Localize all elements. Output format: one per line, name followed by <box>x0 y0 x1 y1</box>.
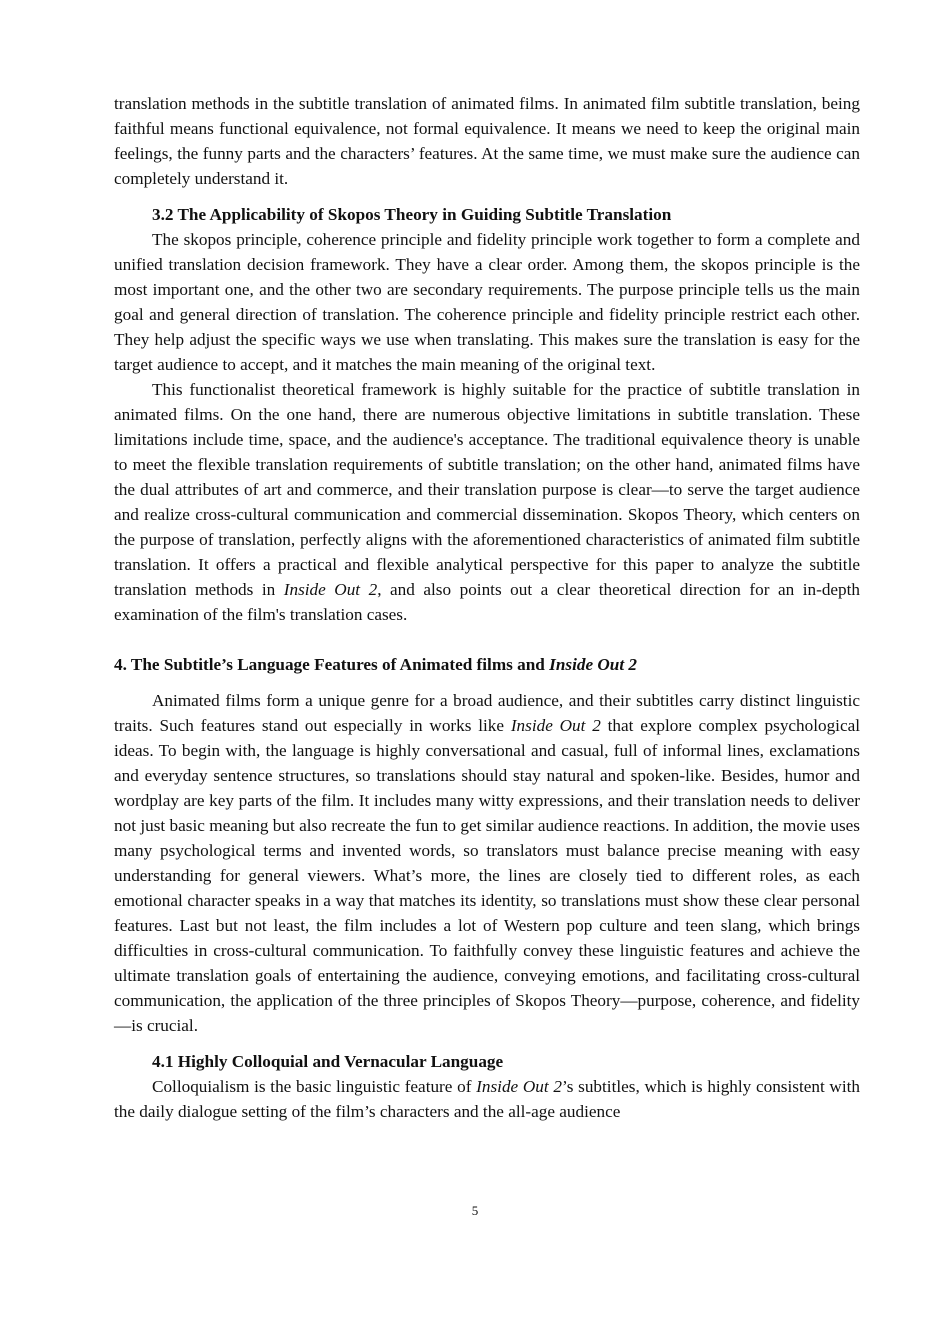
text-run: ’s subtitles, which is highly consistent with the daily dialogue setting of the film’s characters and the all-age audience <box>114 1077 860 1121</box>
paragraph-colloquialism <box>114 1074 860 1124</box>
paragraph-skopos-principles: The skopos principle, coherence principle and fidelity principle work together to form a complete and unified translation decision framework. They have a clear order. Among them, the skopos principle is the most important one, and the other two are secondary requirements. The purpose principle tells us the main goal and general direction of translation. The coherence principle and fidelity principle restrict each other. They help adjust the specific ways we use when translating. This makes sure the translation is easy for the target audience to accept, and it matches the main meaning of the original text. <box>114 230 860 374</box>
film-title: Inside Out 2 <box>476 1077 562 1096</box>
paragraph-continued: translation methods in the subtitle translation of animated films. In animated film subtitle translation, being faithful means functional equivalence, not formal equivalence. It means we need to keep the original main feelings, the funny parts and the characters’ features. At the same time, we must make sure the audience can completely understand it. <box>114 94 860 188</box>
section-heading-3-2: 3.2 The Applicability of Skopos Theory in Guiding Subtitle Translation <box>152 205 672 224</box>
section-heading-4 <box>114 652 860 677</box>
text-run: that explore complex psychological ideas. To begin with, the language is highly conversational and casual, full of informal lines, exclamations and everyday sentence structures, so translations should stay natural and spoken-like. Besides, humor and wordplay are key parts of the film. It includes many witty expressions, and their translation needs to deliver not just basic meaning but also recreate the fun to get similar audience reactions. In addition, the movie uses many psychological terms and invented words, so translators must balance precise meaning with easy understanding for general viewers. What’s more, the lines are closely tied to different roles, as each emotional character speaks in a way that matches its identity, so translations must show these clear personal features. Last but not least, the film includes a lot of Western pop culture and teen slang, which brings difficulties in cross-cultural communication. To faithfully convey these linguistic features and achieve the ultimate translation goals of entertaining the audience, conveying emotions, and facilitating cross-cultural communication, the application of the three principles of Skopos Theory—purpose, coherence, and fidelity—is crucial. <box>114 716 860 1035</box>
text-run: This functionalist theoretical framework is highly suitable for the practice of subtitle translation in animated films. On the one hand, there are numerous objective limitations in subtitle translation. These limitations include time, space, and the audience's acceptance. The traditional equivalence theory is unable to meet the flexible translation requirements of subtitle translation; on the other hand, animated films have the dual attributes of art and commerce, and their translation purpose is clear—to serve the target audience and realize cross-cultural communication and commercial dissemination. Skopos Theory, which centers on the purpose of translation, perfectly aligns with the aforementioned characteristics of animated film subtitle translation. It offers a practical and flexible analytical perspective for this paper to analyze the subtitle translation methods in <box>114 380 860 599</box>
film-title: Inside Out 2 <box>510 716 601 735</box>
page-number: 5 <box>471 1203 479 1218</box>
heading-text: 4. The Subtitle’s Language Features of Animated films and <box>114 655 550 674</box>
paragraph-functionalist-framework <box>114 377 860 627</box>
document-page <box>114 91 860 1124</box>
paragraph-language-features <box>114 688 860 1038</box>
film-title: Inside Out 2 <box>549 655 638 674</box>
text-run: , and also points out a clear theoretical direction for an in-depth examination of the film's translation cases. <box>114 580 861 624</box>
film-title: Inside Out 2 <box>283 580 378 599</box>
section-heading-4-1: 4.1 Highly Colloquial and Vernacular Language <box>152 1052 504 1071</box>
text-run: Colloquialism is the basic linguistic feature of <box>152 1077 477 1096</box>
text-run: Animated films form a unique genre for a broad audience, and their subtitles carry distinct linguistic traits. Such features stand out especially in works like <box>114 691 860 735</box>
